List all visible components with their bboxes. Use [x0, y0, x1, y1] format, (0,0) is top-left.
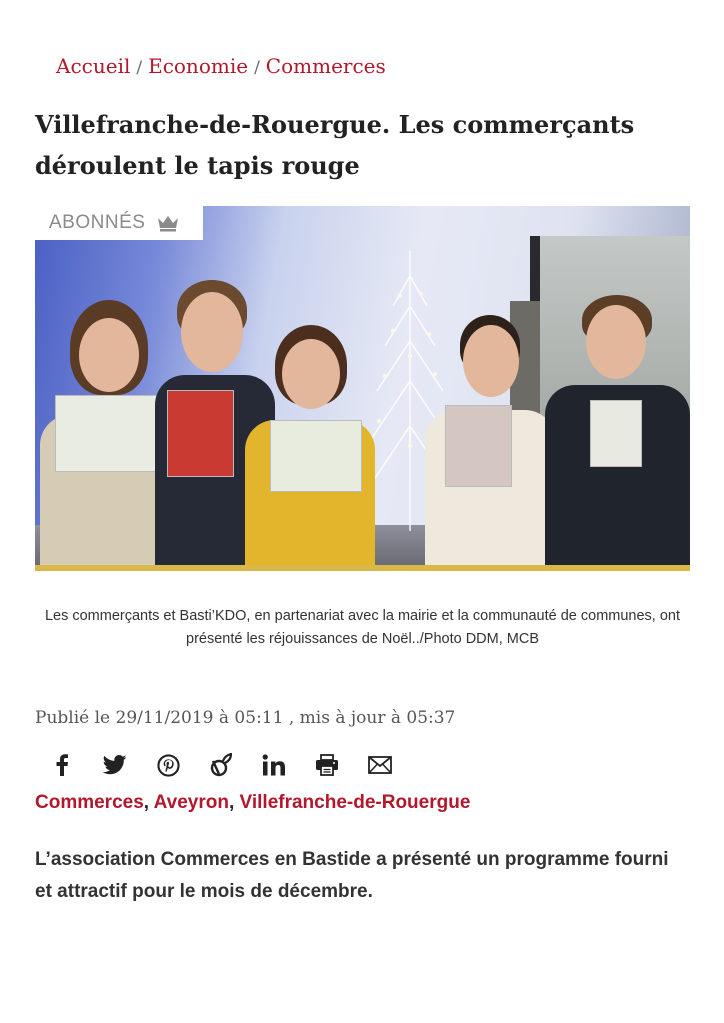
facebook-icon [55, 754, 69, 776]
tag-separator: , [143, 792, 154, 813]
tag-commerces[interactable]: Commerces [35, 792, 144, 813]
article-tags [35, 792, 470, 814]
breadcrumb-link-commerces[interactable]: Commerces [265, 54, 386, 78]
share-bar [47, 750, 418, 780]
breadcrumb-separator: / [254, 58, 260, 78]
article-title: Villefranche-de-Rouergue. Les commerçants déroulent le tapis rouge [35, 110, 635, 180]
publication-date: Publié le 29/11/2019 à 05:11 , mis à jour à 05:37 [35, 708, 456, 728]
email-icon [368, 756, 392, 774]
photo-caption: Les commerçants et Basti’KDO, en partenariat avec la mairie et la communauté de communes, ont présenté les réjouissances de Noël../Photo DDM, MCB [44, 607, 681, 647]
twitter-share-button[interactable] [100, 750, 130, 780]
tag-aveyron[interactable]: Aveyron [153, 792, 229, 813]
facebook-share-button[interactable] [47, 750, 77, 780]
viadeo-share-button[interactable] [206, 750, 236, 780]
print-icon [315, 754, 339, 776]
viadeo-icon [210, 753, 232, 777]
email-share-button[interactable] [365, 750, 395, 780]
crown-icon [157, 214, 179, 232]
breadcrumb-separator: / [136, 58, 143, 78]
tag-villefranche-de-rouergue[interactable]: Villefranche-de-Rouergue [239, 792, 471, 813]
tag-separator: , [228, 792, 240, 813]
linkedin-icon [262, 754, 286, 776]
article-lead: L’association Commerces en Bastide a présenté un programme fourni et attractif pour le mois de décembre. [35, 849, 669, 902]
breadcrumb-link-accueil[interactable]: Accueil [56, 54, 131, 78]
linkedin-share-button[interactable] [259, 750, 289, 780]
breadcrumb [56, 54, 386, 78]
print-button[interactable] [312, 750, 342, 780]
person-woman-white [420, 315, 560, 565]
person-woman-yellow [240, 325, 380, 565]
pinterest-share-button[interactable] [153, 750, 183, 780]
subscriber-badge [35, 206, 203, 240]
subscriber-badge-label: ABONNÉS [49, 212, 146, 233]
pinterest-icon [157, 754, 180, 777]
twitter-icon [103, 755, 127, 775]
breadcrumb-link-economie[interactable]: Economie [148, 54, 249, 78]
article-photo [35, 206, 690, 571]
photo-bottom-strip [35, 565, 690, 571]
person-right-man [540, 295, 690, 565]
